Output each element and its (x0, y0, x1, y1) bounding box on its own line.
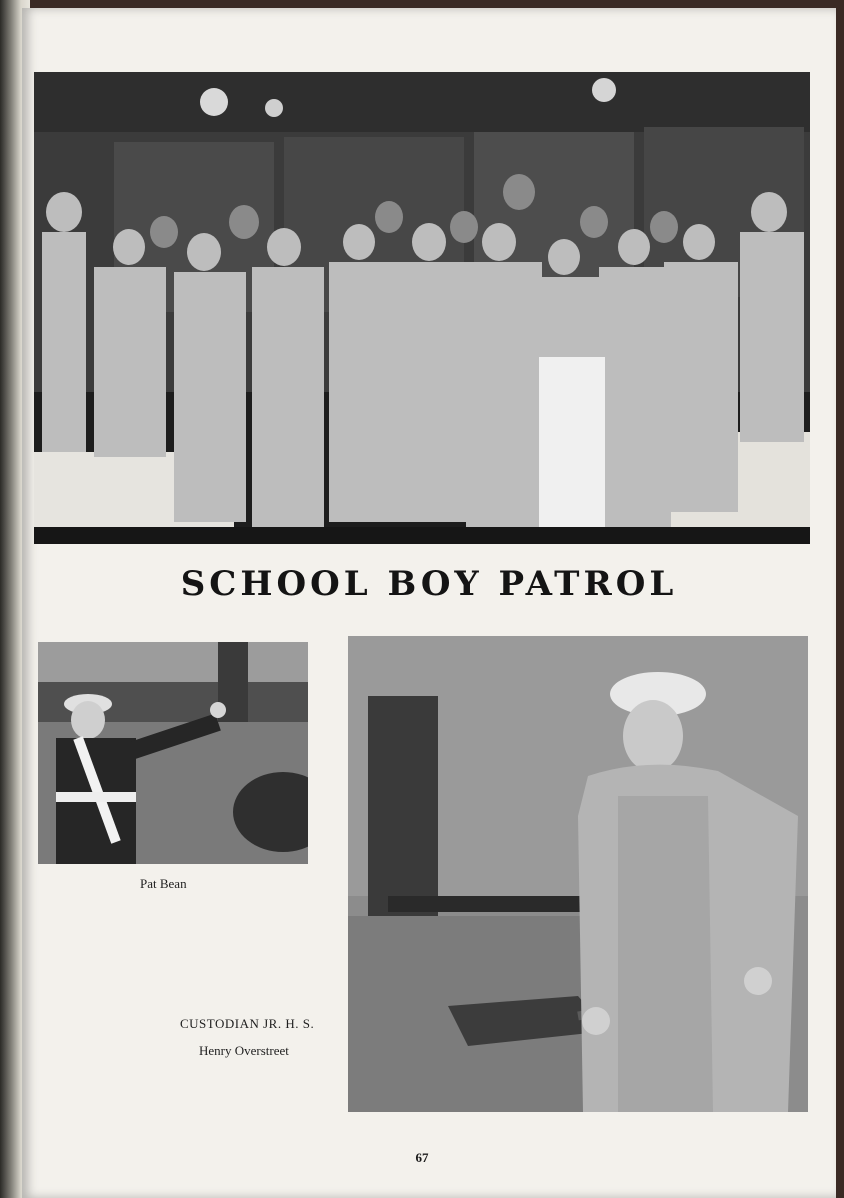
custodian-photo (348, 636, 808, 1112)
group-photo (34, 72, 810, 544)
page-title: SCHOOL BOY PATROL (180, 564, 678, 604)
page-number: 67 (415, 1150, 429, 1165)
pat-bean-caption: Pat Bean (140, 876, 187, 891)
yearbook-page (22, 8, 836, 1198)
custodian-name-caption: Henry Overstreet (199, 1043, 289, 1058)
pat-bean-photo (38, 642, 308, 864)
custodian-role-caption: CUSTODIAN JR. H. S. (180, 1016, 315, 1031)
